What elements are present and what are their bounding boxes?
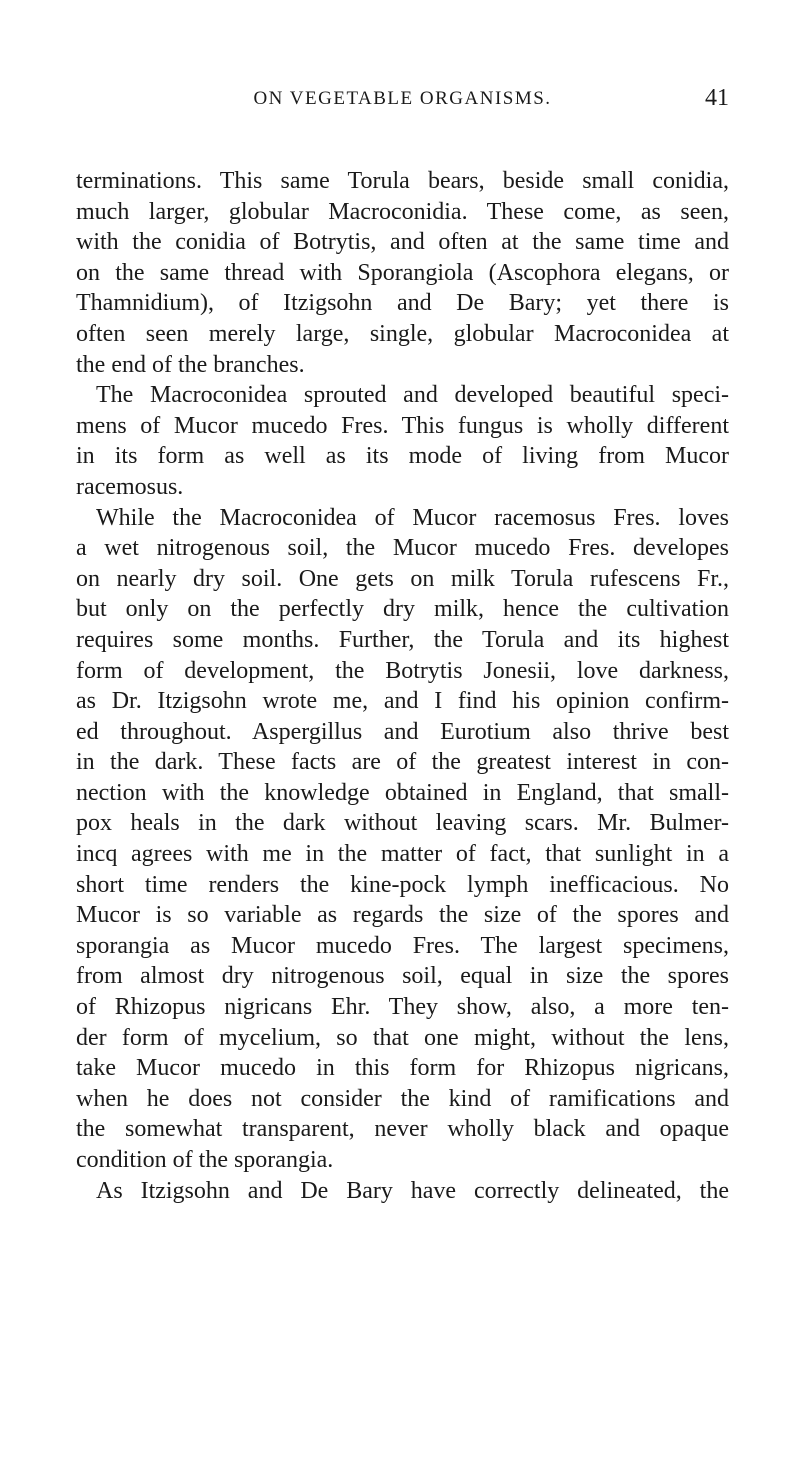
text-line: form of development, the Botrytis Jonesii, love darkness, xyxy=(76,657,729,684)
paragraph xyxy=(76,1176,729,1207)
text-line: the somewhat transparent, never wholly black and opaque xyxy=(76,1116,729,1143)
text-line: with the conidia of Botrytis, and often at the same time and xyxy=(76,229,729,256)
text-line: in its form as well as its mode of living from Mucor xyxy=(76,443,729,470)
text-line: the end of the branches. xyxy=(76,351,305,378)
text-line: of Rhizopus nigricans Ehr. They show, also, a more ten- xyxy=(76,994,729,1021)
text-line: Thamnidium), of Itzigsohn and De Bary; yet there is xyxy=(76,290,729,317)
page-number: 41 xyxy=(705,85,729,111)
text-line: short time renders the kine-pock lymph inefficacious. No xyxy=(76,871,729,898)
text-line: pox heals in the dark without leaving scars. Mr. Bulmer- xyxy=(76,810,729,837)
text-line: requires some months. Further, the Torula and its highest xyxy=(76,626,729,653)
text-line: mens of Mucor mucedo Fres. This fungus is wholly different xyxy=(76,412,729,439)
body-text xyxy=(76,166,729,1206)
text-line: when he does not consider the kind of ramifications and xyxy=(76,1085,729,1112)
running-head: ON VEGETABLE ORGANISMS. xyxy=(253,88,552,109)
text-line: much larger, globular Macroconidia. These come, as seen, xyxy=(76,198,729,225)
text-line: take Mucor mucedo in this form for Rhizopus nigricans, xyxy=(76,1055,729,1082)
text-line: nection with the knowledge obtained in England, that small- xyxy=(76,779,729,806)
text-line: condition of the sporangia. xyxy=(76,1147,334,1173)
text-line: The Macroconidea sprouted and developed beautiful speci- xyxy=(96,382,729,409)
text-line: a wet nitrogenous soil, the Mucor mucedo Fres. developes xyxy=(76,535,729,562)
page-header xyxy=(76,85,729,118)
text-line: terminations. This same Torula bears, beside small conidia, xyxy=(76,168,729,194)
paragraph xyxy=(76,503,729,1176)
text-line: as Dr. Itzigsohn wrote me, and I find his opinion confirm- xyxy=(76,688,729,715)
text-line: in the dark. These facts are of the greatest interest in con- xyxy=(76,749,729,776)
text-line: but only on the perfectly dry milk, hence the cultivation xyxy=(76,596,729,623)
text-line: der form of mycelium, so that one might, without the lens, xyxy=(76,1024,729,1051)
text-line: incq agrees with me in the matter of fact, that sunlight in a xyxy=(76,841,729,868)
text-line: racemosus. xyxy=(76,473,184,500)
text-line: from almost dry nitrogenous soil, equal in size the spores xyxy=(76,963,729,990)
text-line: often seen merely large, single, globular Macroconidea at xyxy=(76,320,729,347)
text-line: ed throughout. Aspergillus and Eurotium also thrive best xyxy=(76,718,729,745)
paragraph xyxy=(76,380,729,502)
paragraph xyxy=(76,166,729,380)
text-line: As Itzigsohn and De Bary have correctly delineated, the xyxy=(96,1177,729,1204)
text-line: Mucor is so variable as regards the size of the spores and xyxy=(76,902,729,929)
text-line: sporangia as Mucor mucedo Fres. The largest specimens, xyxy=(76,932,729,959)
text-line: While the Macroconidea of Mucor racemosus Fres. loves xyxy=(96,504,729,531)
text-line: on nearly dry soil. One gets on milk Torula rufescens Fr., xyxy=(76,565,729,592)
text-line: on the same thread with Sporangiola (Ascophora elegans, or xyxy=(76,259,729,286)
